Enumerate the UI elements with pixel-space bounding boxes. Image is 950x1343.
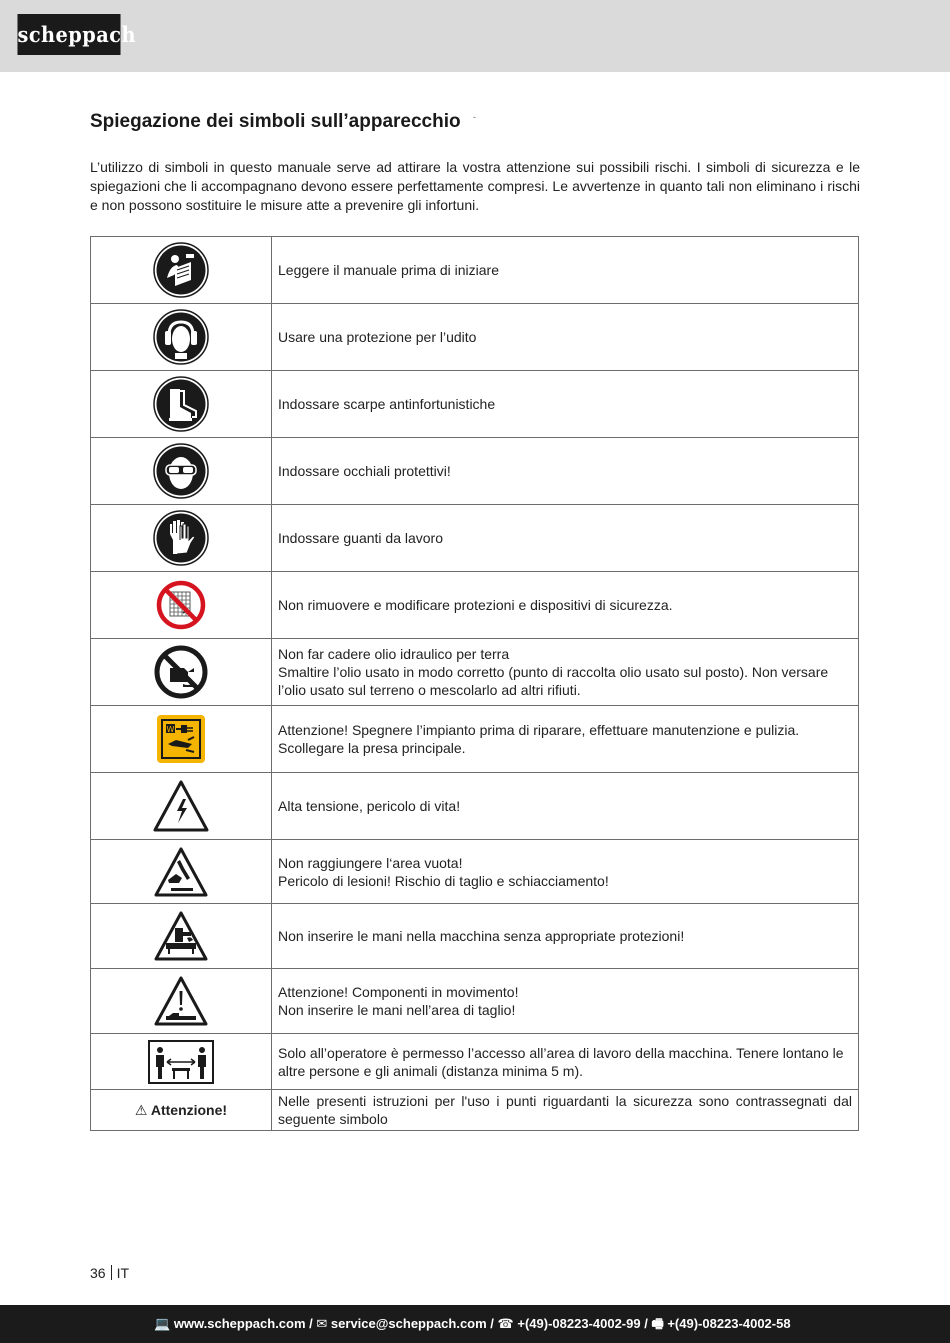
symbol-description: Pericolo di lesioni! Rischio di taglio e schiacciamento! [278, 872, 609, 889]
safety-goggles-icon [153, 443, 209, 499]
symbol-description: Scollegare la presa principale. [278, 740, 466, 756]
ear-protection-icon [153, 309, 209, 365]
intro-paragraph: L’utilizzo di simboli in questo manuale serve ad attirare la vostra attenzione sui possibili rischi. I simboli di sicurezza e le spiegazioni che li accompagnano devono essere perfettamente compresi. Le avvertenze in quanto tali non eliminano i rischi e non possono sostituire le misure atte a prevenire gli infortuni. [90, 159, 860, 213]
high-voltage-icon [152, 779, 210, 833]
page-number-value: 36 [90, 1265, 106, 1281]
symbol-description: Non inserire le mani nella macchina senza appropriate protezioni! [278, 928, 685, 944]
footer-bar [0, 1305, 950, 1343]
crush-hazard-icon [153, 846, 209, 898]
symbol-description: Alta tensione, pericolo di vita! [278, 798, 461, 814]
symbol-description: Non far cadere olio idraulico per terra [278, 646, 510, 662]
page-number [90, 1265, 129, 1281]
table-row [91, 1034, 859, 1090]
top-bar [0, 0, 950, 72]
table-row [91, 840, 859, 904]
symbol-description: Attenzione! Componenti in movimento! [278, 984, 519, 1000]
fax-number: +(49)-08223-4002-58 [667, 1316, 791, 1331]
table-row [91, 904, 859, 969]
hand-in-machine-icon [153, 910, 209, 962]
symbol-description: Usare una protezione per l’udito [278, 329, 477, 345]
table-row [91, 505, 859, 572]
work-gloves-icon [153, 510, 209, 566]
phone-number: +(49)-08223-4002-99 [517, 1316, 641, 1331]
page-language: IT [116, 1265, 130, 1281]
footer-separator: / [640, 1316, 652, 1331]
table-row [91, 706, 859, 773]
symbol-description: Indossare scarpe antinfortunistiche [278, 396, 496, 412]
symbol-description: Solo all’operatore è permesso l’accesso all’area di lavoro della macchina. Tenere lontano le altre persone e gli animali (distanza minima 5 m). [278, 1044, 844, 1079]
unplug-before-maintenance-icon [156, 714, 206, 764]
symbol-description: Non rimuovere e modificare protezioni e dispositivi di sicurezza. [278, 597, 673, 613]
no-remove-guard-icon [155, 579, 207, 631]
phone-icon: ☎ [497, 1316, 514, 1331]
mail-icon: ✉ [316, 1316, 328, 1331]
operator-only-icon [148, 1040, 214, 1084]
table-row [91, 1090, 859, 1131]
table-row [91, 639, 859, 706]
table-row [91, 572, 859, 639]
safety-shoes-icon [153, 376, 209, 432]
symbol-description: Indossare occhiali protettivi! [278, 463, 451, 479]
page-number-separator [111, 1265, 112, 1280]
table-row [91, 969, 859, 1034]
title-mark: - [473, 112, 476, 122]
table-row [91, 371, 859, 438]
symbol-description: Smaltire l’olio usato in modo corretto (punto di raccolta olio usato sul posto). Non versare l’olio usato sul terreno o mescolarlo ad altri rifiuti. [278, 664, 829, 698]
website-link[interactable]: www.scheppach.com [173, 1316, 306, 1331]
email-link[interactable]: service@scheppach.com [330, 1316, 487, 1331]
table-row [91, 237, 859, 304]
table-row [91, 438, 859, 505]
symbol-description: Leggere il manuale prima di iniziare [278, 262, 500, 278]
svg-text:W: W [166, 725, 175, 734]
symbols-table [90, 236, 859, 1131]
laptop-icon: 💻 [154, 1316, 171, 1331]
symbol-description: Attenzione! Spegnere l’impianto prima di riparare, effettuare manutenzione e pulizia. [278, 722, 800, 738]
symbol-description: Non raggiungere l‘area vuota! [278, 854, 463, 871]
footer-separator: / [305, 1316, 317, 1331]
symbol-description: Non inserire le mani nell’area di taglio! [278, 1002, 516, 1018]
moving-parts-icon [153, 975, 209, 1027]
table-row [91, 304, 859, 371]
table-row [91, 773, 859, 840]
footer-separator: / [486, 1316, 498, 1331]
scheppach-logo: scheppach [17, 14, 120, 55]
fax-icon: 🖷 [651, 1316, 664, 1331]
no-oil-spill-icon [153, 644, 209, 700]
symbol-description: Nelle presenti istruzioni per l'uso i punti riguardanti la sicurezza sono contrassegnati dal seguente simbolo [278, 1093, 852, 1127]
read-manual-icon [153, 242, 209, 298]
symbol-description: Indossare guanti da lavoro [278, 530, 443, 546]
footer-contacts [154, 1305, 791, 1343]
page-title: Spiegazione dei simboli sull’apparecchio [90, 111, 461, 132]
attention-label: ⚠ Attenzione! [134, 1102, 228, 1118]
